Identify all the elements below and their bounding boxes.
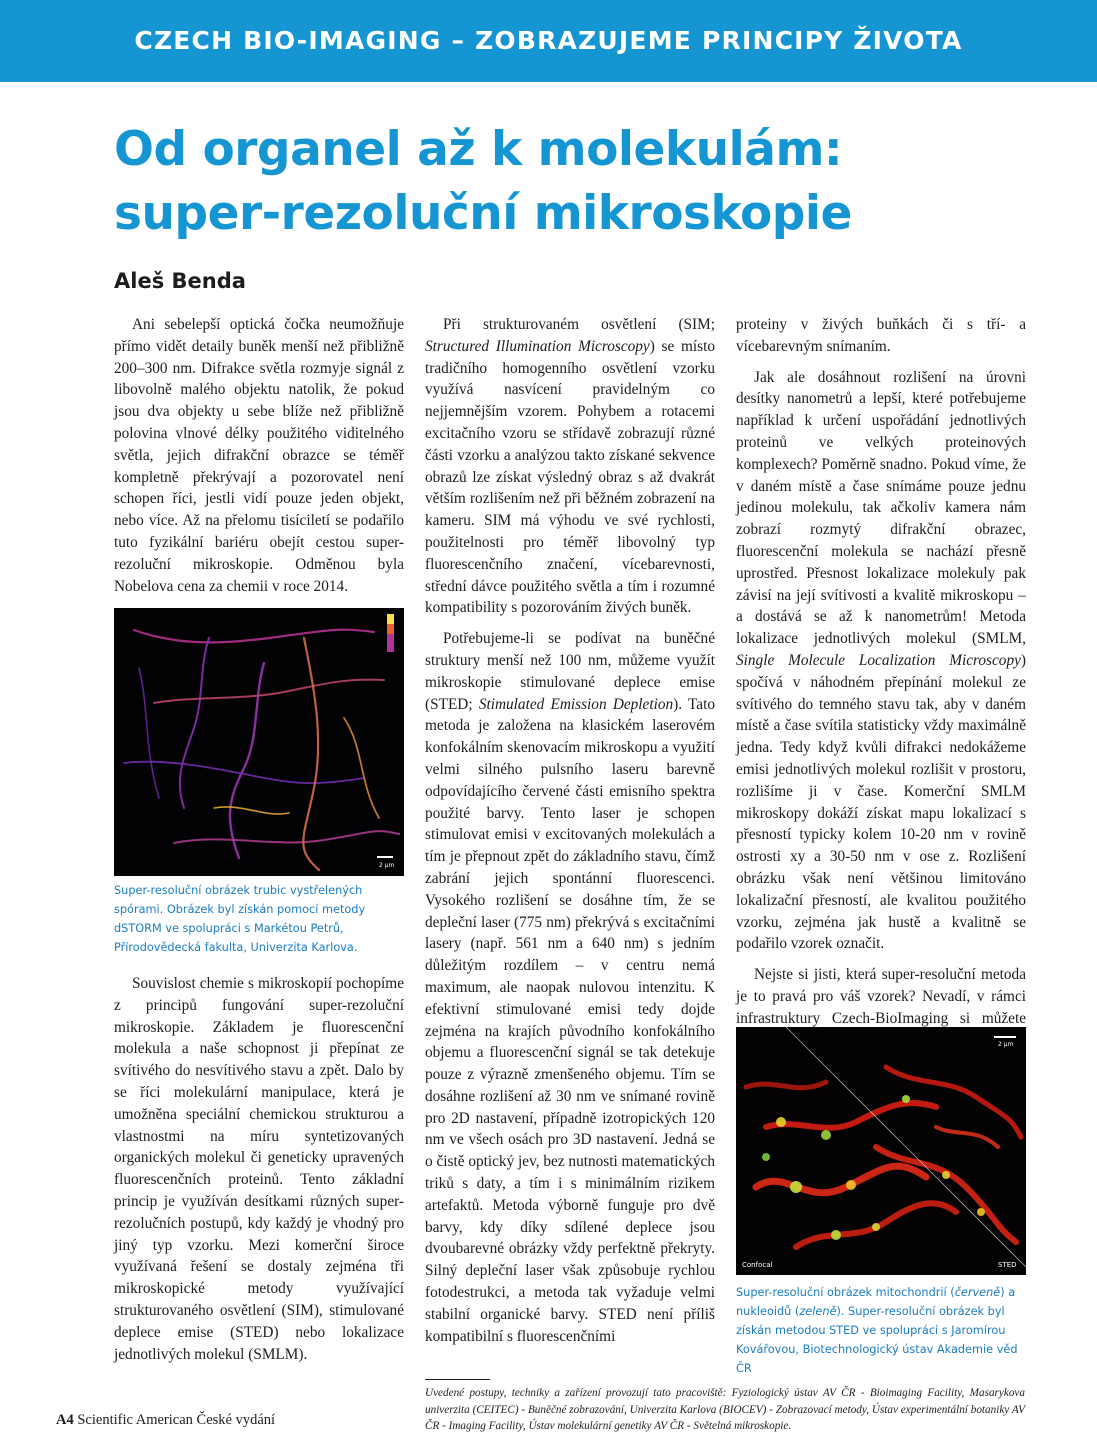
page-number: A4 xyxy=(56,1412,74,1428)
column-3 xyxy=(736,314,1026,1051)
page-footer xyxy=(56,1412,275,1429)
sim-term: Structured Illumination Microscopy xyxy=(425,337,650,355)
paragraph-sted xyxy=(425,628,715,1347)
figure-mitochondria xyxy=(736,1027,1026,1275)
sim-text-b: ) se místo tradičního homogenního osvětlení vzorku využívá nasvícení pravidelným co nejjemnějším vzorem. Pohybem a rotacemi excitačního vzoru se střídavě zobrazují různé části vzorku a analýzou takto získané sekvence obrazů lze získat výsledný obraz s až dvakrát větším rozlišením než při běžném zobrazení na kameru. SIM má výhodu ve své rychlosti, použitelnosti pro téměř libovolný typ fluorescenčního značení, vícebarevnosti, střední dávce použitého světla a tím i rozumné kompatibility s pozorováním živých buněk. xyxy=(425,337,715,617)
paragraph-chemistry: Souvislost chemie s mikroskopií pochopíme z principů fungování super-rezoluční mikroskopie. Základem je fluorescenční molekula a naše schopnost ji přepínat ze svítivého do nesvítivého stavu a zpět. Dalo by se říci molekulární manipulace, která je umožněna speciální chemickou strukturou a vlastnostmi na míru syntetizovaných organických molekul či geneticky upravených fluorescenčních proteinů. Tento základní princip je využíván desítkami různých super-rezolučních postupů, kdy každý je vhodný pro jiný typ vzorku. Mezi komerční široce využívaná řešení se dostaly zejména tři mikroskopické metody využívající strukturovaného osvětlení (SIM), stimulované deplece emise (STED) nebo lokalizace jednotlivých molekul (SMLM). xyxy=(114,975,404,1363)
paragraph-intro: Ani sebelepší optická čočka neumožňuje přímo vidět detaily buněk menší než přibližně 200–300 nm. Difrakce světla rozmyje signál z libovolně malého objektu natolik, že pokud jsou dva objekty u sebe blíže než přibližně polovina vlnové délky použitého viditelného světla, jejich difrakční obrazce se téměř kompletně překrývají a pozorovatel není schopen říci, jestli vidí pouze jeden objekt, nebo více. Až na přelomu tisíciletí se podařilo tuto fyzikální bariéru obejít cestou super-rezoluční mikroskopie. Odměnou byla Nobelova cena za chemii v roce 2014. xyxy=(114,316,404,595)
column-1-top xyxy=(114,314,404,597)
fig2-label-sted: STED xyxy=(998,1261,1017,1269)
figure-spore-tubes xyxy=(114,608,404,876)
figure-1-caption: Super-resoluční obrázek trubic vystřelených spórami. Obrázek byl získán pomocí metody dSTORM ve spolupráci s Markétou Petrů, Přírodovědecká fakulta, Univerzita Karlova. xyxy=(114,884,366,954)
fig2-scale-label: 2 µm xyxy=(998,1041,1014,1048)
cap2-text-a: Super-resoluční obrázek mitochondrií ( xyxy=(736,1286,955,1299)
sted-text-a: Potřebujeme-li se podívat na buněčné struktury menší než 100 nm, můžeme využít mikroskopie stimulované deplece emise (STED; xyxy=(425,630,715,713)
cap2-text-b: ) a nukleoidů ( xyxy=(736,1286,1016,1318)
paragraph-closing: Nejste si jisti, která super-resoluční metoda je to pravá pro váš vzorek? Nevadí, v rámci infrastruktury Czech-BioImaging si můžete xyxy=(736,966,1026,1027)
footnote: Uvedené postupy, techniky a zařízení provozují tato pracoviště: Fyziologický ústav AV ČR - Bioimaging Facility, Masarykova univerzita (CEITEC) - Buněčné zobrazování, Univerzita Karlova (BIOCEV) - Zobrazovací metody, Ústav experimentální botaniky AV ČR - Imaging Facility, Ústav molekulární genetiky AV ČR - Světelná mikroskopie. xyxy=(425,1387,1025,1432)
paragraph-continued: proteiny v živých buňkách či s tří- a vícebarevným snímaním. xyxy=(736,316,1026,355)
cap2-red: červeně xyxy=(954,1286,1001,1299)
mitochondria-image xyxy=(736,1027,1026,1275)
figure-2-caption xyxy=(736,1283,1028,1378)
cap2-text-c: ). Super-resoluční obrázek byl získán metodou STED ve spolupráci s Jaromírou Kovářovou, Biotechnologický ústav Akademie věd ČR xyxy=(736,1305,1018,1375)
paragraph-sim xyxy=(425,314,715,619)
title-line-1: Od organel až k molekulám: xyxy=(114,122,843,177)
sim-text-a: Při strukturovaném osvětlení (SIM; xyxy=(443,316,715,333)
publication-name: Scientific American České vydání xyxy=(77,1412,276,1428)
cap2-green: zeleně xyxy=(799,1305,837,1318)
sted-term: Stimulated Emission Depletion xyxy=(478,695,674,713)
fig1-scale-label: 2 µm xyxy=(379,862,395,869)
article-title xyxy=(114,118,1074,246)
fig2-label-confocal: Confocal xyxy=(742,1261,773,1269)
sted-text-b: ). Tato metoda je založena na klasickém laserovém konfokálním skenovacím mikroskopu a využití velmi silného pulsního laseru barevně odpovídajícího červené části emisního spektra použité barvy. Tento laser je schopen stimulovat emisi v excitovaných molekulách a tím je přepnout zpět do základního stavu, čímž zabrání jejich spontánní fluorescenci. Vysokého rozlišení se dosáhne tím, že se depleční laser (775 nm) překrývá s excitačními lasery (např. 561 nm a 640 nm) s jedním důležitým rozdílem – v centru nemá maximum, ale naopak nulovou intenzitu. K efektivní stimulované emisi tedy dojde zejména na krajích původního konfokálního objemu a fluorescenční signál se tak detekuje pouze z výrazně zmenšeného objemu. Tím se dosáhne rozlišení až 30 nm ve snímané rovině pro 2D nastavení, případně izotropických 120 nm ve všech osách pro 3D nastavení. Jedná se o čistě optický jev, bez nutnosti matematických triků s daty, a tím i s minimálním rizikem artefaktů. Metoda výborně funguje pro dvě barvy, kdy díky sdílené deplece jsou dvoubarevné obrázky vždy perfektně překryty. Silný depleční laser však způsobuje rychlou fotodestrukci, a metoda tak vyžaduje velmi stabilní organické barvy. STED není příliš kompatibilní s fluorescenčními xyxy=(425,695,715,1345)
paragraph-smlm xyxy=(736,367,1026,956)
author-name: Aleš Benda xyxy=(114,269,246,293)
section-banner: CZECH BIO-IMAGING – ZOBRAZUJEME PRINCIPY ŽIVOTA xyxy=(0,0,1097,82)
smlm-text-a: Jak ale dosáhnout rozlišení na úrovni desítky nanometrů a lepší, které potřebujeme například k určení uspořádání jednotlivých proteinů ve velkých proteinových komplexech? Poměrně snadno. Pokud víme, že v daném místě a čase snímáme pouze jednu jedinou molekulu, tak ačkoliv kamera nám zobrazí rozmytý difrakční obrazec, fluorescenční molekula se nachází přesně uprostřed. Přesnost lokalizace molekuly pak závisí na její svítivosti a kvalitě mikroskopu – a dostává se až k nanometrům! Metoda lokalizace jednotlivých molekul (SMLM, xyxy=(736,368,1026,648)
title-line-2: super-rezoluční mikroskopie xyxy=(114,186,852,241)
column-2 xyxy=(425,314,715,1347)
smlm-text-b: ) spočívá v náhodném přepínání molekul ze svítivého do temného stavu tak, aby v daném místě a čase svítila statisticky vždy maximálně jedna. Tedy když kvůli difrakci nedokážeme emisi jednotlivých molekul rozlišit v prostoru, rozlišíme ji v čase. Komerční SMLM mikroskopy dokáží získat mapu lokalizací s přesností typicky kolem 10-20 nm v rovině ostrosti xy a 30-50 nm v ose z. Rozlišení obrázku však není většinou limitováno lokalizační přesností, ale kvalitou použitého vzorku, zejména jak hustě a kvalitně se podařilo vzorek označit. xyxy=(736,651,1026,953)
smlm-term: Single Molecule Localization Microscopy xyxy=(736,651,1021,669)
spore-tubes-image xyxy=(114,608,404,876)
column-1-bottom xyxy=(114,973,404,1365)
footnote-divider xyxy=(425,1379,490,1380)
